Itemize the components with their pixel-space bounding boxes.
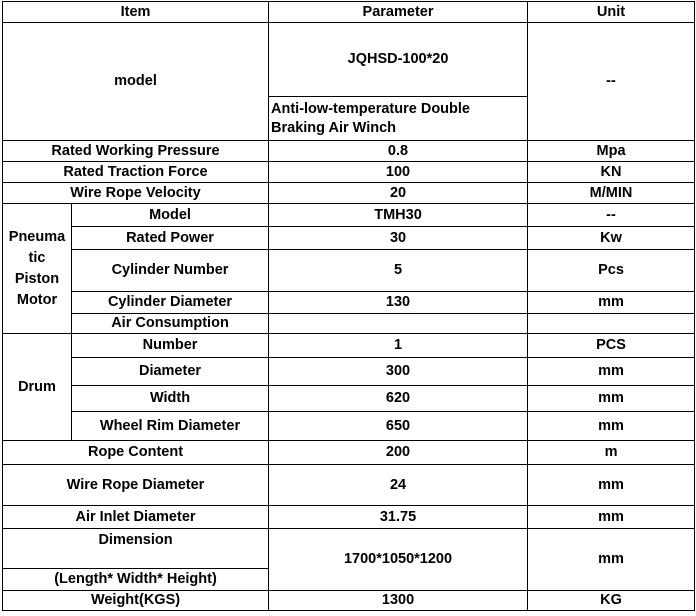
velocity-unit: M/MIN	[528, 183, 695, 204]
rope-content-label: Rope Content	[3, 441, 269, 465]
drum-diameter-unit: mm	[528, 358, 695, 386]
motor-cylinder-diameter-value: 130	[269, 292, 528, 314]
motor-power-label: Rated Power	[72, 227, 269, 250]
drum-diameter-row	[3, 358, 695, 386]
motor-air-consumption-row	[3, 314, 695, 334]
motor-cylinder-number-unit: Pcs	[528, 250, 695, 292]
velocity-label: Wire Rope Velocity	[3, 183, 269, 204]
header-row	[3, 2, 695, 23]
header-item: Item	[3, 2, 269, 23]
weight-row	[3, 591, 695, 611]
velocity-row	[3, 183, 695, 204]
rope-content-row	[3, 441, 695, 465]
pressure-unit: Mpa	[528, 141, 695, 162]
weight-label: Weight(KGS)	[3, 591, 269, 611]
traction-unit: KN	[528, 162, 695, 183]
wire-rope-diameter-label: Wire Rope Diameter	[3, 465, 269, 506]
motor-cylinder-number-value: 5	[269, 250, 528, 292]
drum-width-label: Width	[72, 386, 269, 412]
motor-air-consumption-value	[269, 314, 528, 334]
motor-model-unit: --	[528, 204, 695, 227]
dimension-row	[3, 529, 695, 569]
spec-table	[2, 1, 695, 611]
traction-value: 100	[269, 162, 528, 183]
weight-unit: KG	[528, 591, 695, 611]
motor-model-row	[3, 204, 695, 227]
dimension-unit: mm	[528, 529, 695, 591]
motor-air-consumption-label: Air Consumption	[72, 314, 269, 334]
traction-label: Rated Traction Force	[3, 162, 269, 183]
drum-rim-value: 650	[269, 412, 528, 441]
dimension-label: Dimension	[3, 529, 269, 569]
rope-content-value: 200	[269, 441, 528, 465]
drum-diameter-value: 300	[269, 358, 528, 386]
traction-row	[3, 162, 695, 183]
air-inlet-unit: mm	[528, 506, 695, 529]
motor-power-row	[3, 227, 695, 250]
drum-number-value: 1	[269, 334, 528, 358]
air-inlet-label: Air Inlet Diameter	[3, 506, 269, 529]
drum-rim-row	[3, 412, 695, 441]
pressure-label: Rated Working Pressure	[3, 141, 269, 162]
model-description: Anti-low-temperature Double Braking Air Winch	[269, 97, 528, 141]
motor-cylinder-number-label: Cylinder Number	[72, 250, 269, 292]
pressure-value: 0.8	[269, 141, 528, 162]
dimension-sublabel: (Length* Width* Height)	[3, 569, 269, 591]
model-row	[3, 23, 695, 97]
motor-group-label: Pneuma tic Piston Motor	[3, 204, 72, 334]
motor-power-value: 30	[269, 227, 528, 250]
wire-rope-diameter-value: 24	[269, 465, 528, 506]
drum-group-label: Drum	[3, 334, 72, 441]
header-parameter: Parameter	[269, 2, 528, 23]
motor-model-label: Model	[72, 204, 269, 227]
motor-cylinder-diameter-unit: mm	[528, 292, 695, 314]
dimension-value: 1700*1050*1200	[269, 529, 528, 591]
motor-cylinder-number-row	[3, 250, 695, 292]
pressure-row	[3, 141, 695, 162]
drum-rim-unit: mm	[528, 412, 695, 441]
model-unit: --	[528, 23, 695, 141]
rope-content-unit: m	[528, 441, 695, 465]
drum-width-value: 620	[269, 386, 528, 412]
header-unit: Unit	[528, 2, 695, 23]
air-inlet-row	[3, 506, 695, 529]
drum-number-row	[3, 334, 695, 358]
wire-rope-diameter-row	[3, 465, 695, 506]
drum-width-unit: mm	[528, 386, 695, 412]
drum-width-row	[3, 386, 695, 412]
drum-number-unit: PCS	[528, 334, 695, 358]
weight-value: 1300	[269, 591, 528, 611]
drum-rim-label: Wheel Rim Diameter	[72, 412, 269, 441]
motor-cylinder-diameter-label: Cylinder Diameter	[72, 292, 269, 314]
motor-power-unit: Kw	[528, 227, 695, 250]
motor-model-value: TMH30	[269, 204, 528, 227]
motor-air-consumption-unit	[528, 314, 695, 334]
wire-rope-diameter-unit: mm	[528, 465, 695, 506]
motor-cylinder-diameter-row	[3, 292, 695, 314]
velocity-value: 20	[269, 183, 528, 204]
drum-number-label: Number	[72, 334, 269, 358]
drum-diameter-label: Diameter	[72, 358, 269, 386]
model-code: JQHSD-100*20	[269, 23, 528, 97]
model-label: model	[3, 23, 269, 141]
air-inlet-value: 31.75	[269, 506, 528, 529]
